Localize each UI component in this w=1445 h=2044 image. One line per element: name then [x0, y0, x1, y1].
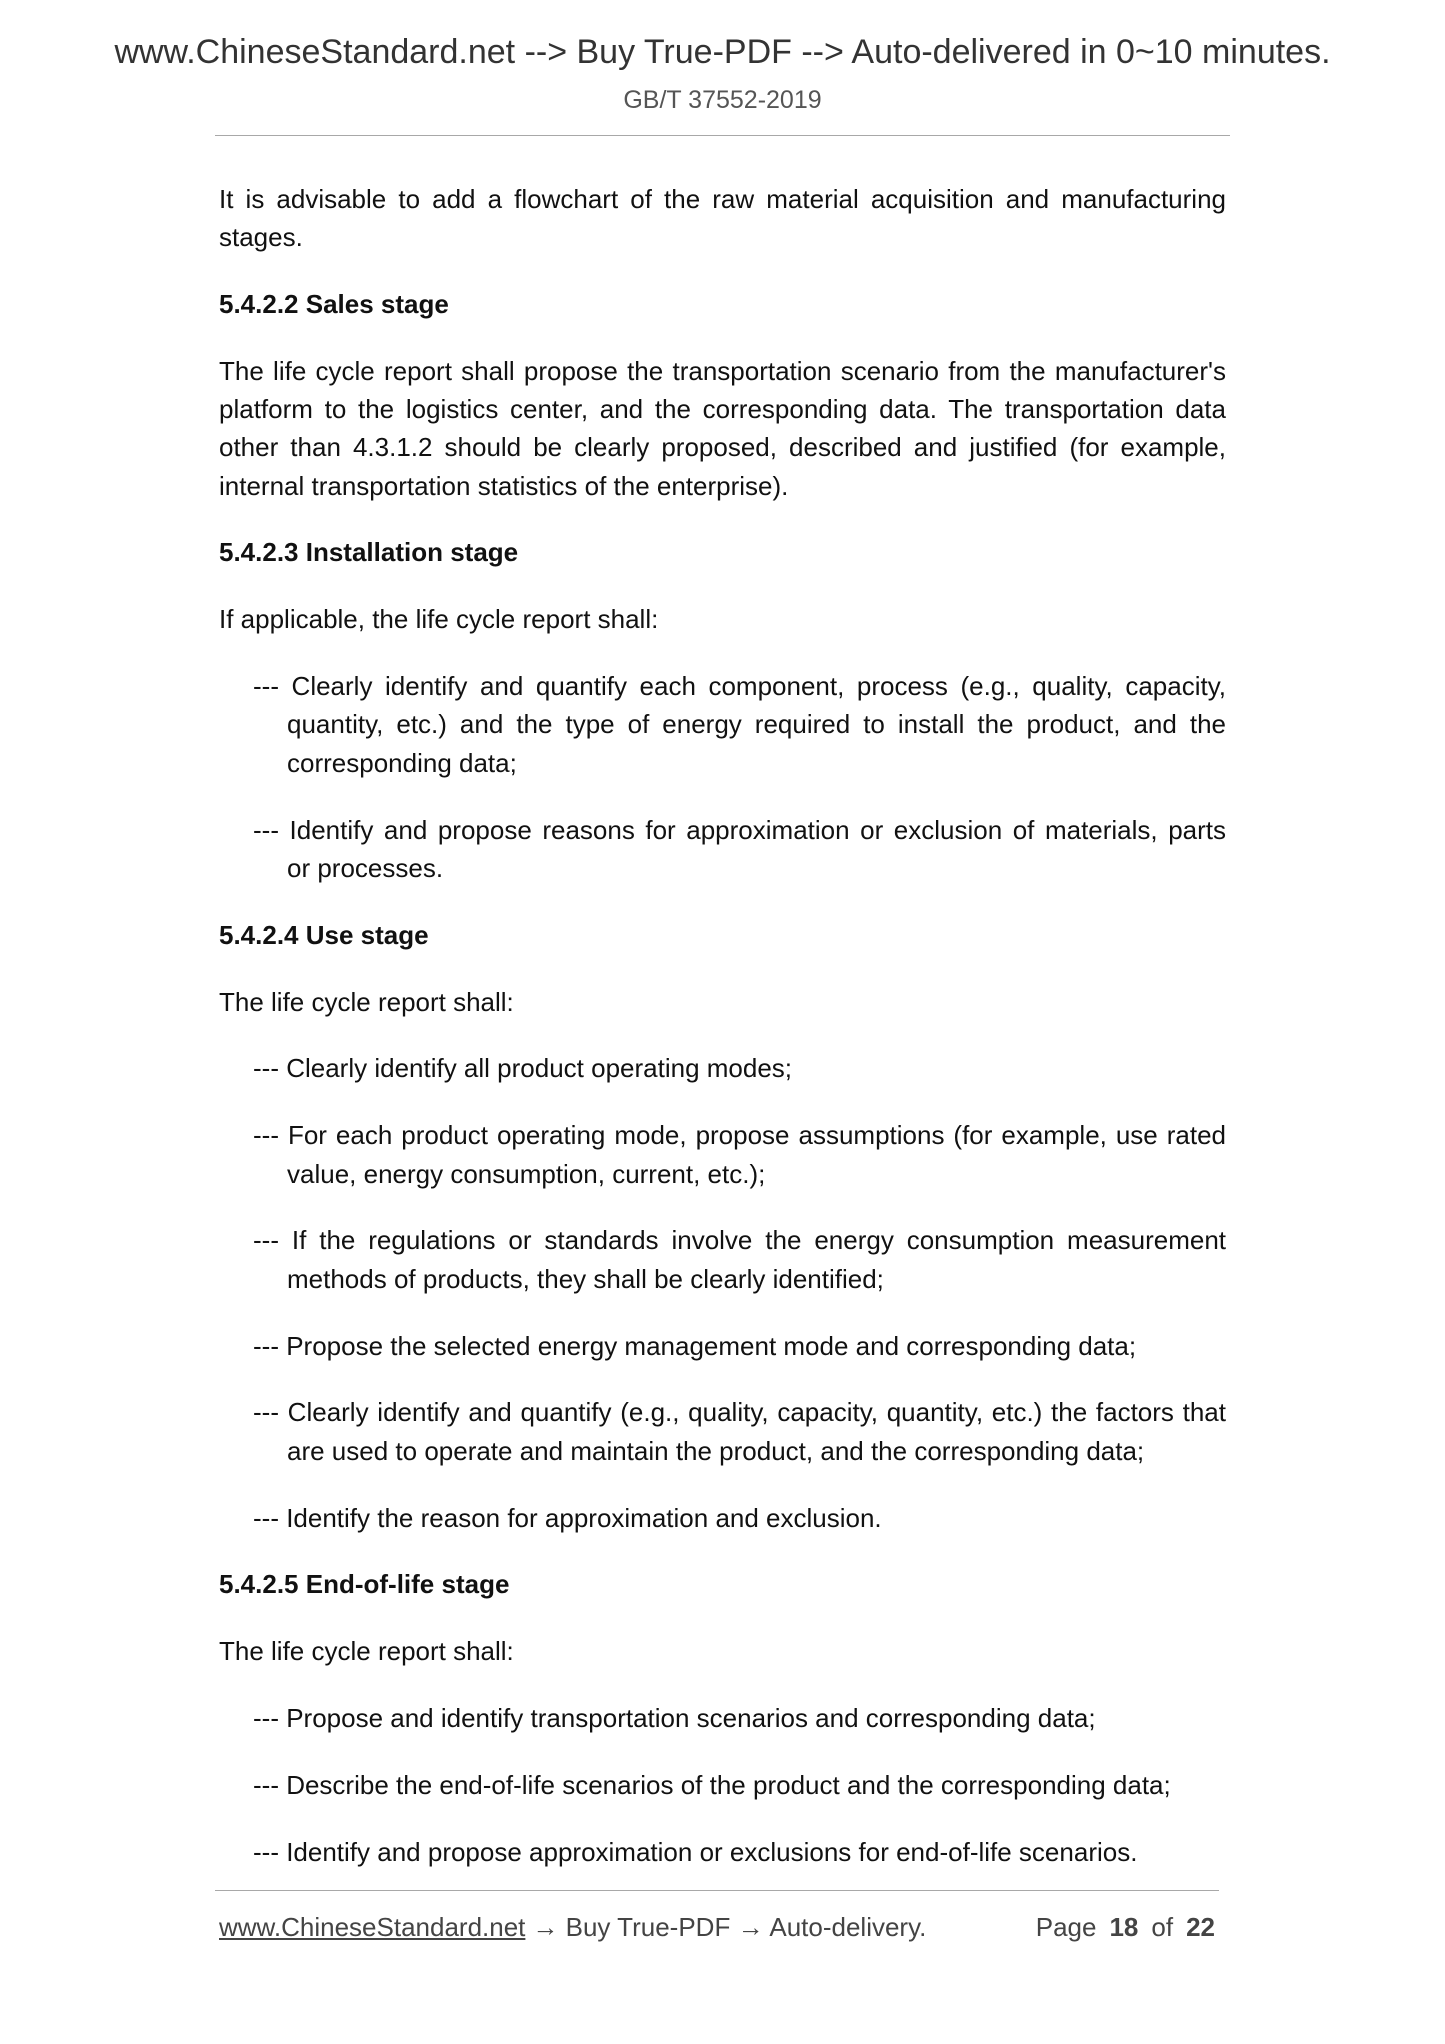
list-item-line: --- If the regulations or standards involve the energy consumption measurement [253, 1225, 1226, 1256]
document-body [219, 180, 1226, 1900]
site-link[interactable]: www.ChineseStandard.net [219, 1912, 526, 1942]
header-divider [215, 135, 1230, 136]
list-item [219, 1766, 1226, 1804]
list-item-line: --- Identify and propose approximation or exclusions for end-of-life scenarios. [253, 1836, 1138, 1867]
list-item [219, 1393, 1226, 1469]
header-banner: www.ChineseStandard.net --> Buy True-PDF --> Auto-delivered in 0~10 minutes. [114, 33, 1331, 71]
paragraph-line: stages. [219, 222, 303, 253]
list-item [219, 667, 1226, 782]
list-item-line: --- For each product operating mode, propose assumptions (for example, use rated [253, 1120, 1226, 1151]
paragraph-line: other than 4.3.1.2 should be clearly proposed, described and justified (for example, [219, 432, 1226, 463]
list-item-line: or processes. [287, 852, 444, 883]
sales-stage-paragraph [219, 352, 1226, 505]
page-label: Page [1035, 1912, 1097, 1942]
list-item-line: --- Clearly identify and quantify each component, process (e.g., quality, capacity, [253, 671, 1226, 702]
list-item-line: are used to operate and maintain the product, and the corresponding data; [287, 1435, 1145, 1466]
paragraph-line: It is advisable to add a flowchart of the raw material acquisition and manufacturing [219, 184, 1226, 214]
list-item-line: --- Clearly identify and quantify (e.g., quality, capacity, quantity, etc.) the factors that [253, 1397, 1226, 1428]
paragraph-line: platform to the logistics center, and the corresponding data. The transportation data [219, 394, 1226, 425]
page-total: 22 [1186, 1912, 1215, 1942]
list-item-line: corresponding data; [287, 747, 517, 778]
footer-tagline: → Buy True-PDF → Auto-delivery. [532, 1912, 927, 1942]
list-item-line: --- Propose the selected energy management mode and corresponding data; [253, 1330, 1137, 1361]
list-item [219, 811, 1226, 887]
footer-promo [219, 1910, 926, 1944]
page-indicator [1036, 1910, 1215, 1944]
intro-paragraph [219, 180, 1226, 256]
page-number: 18 [1109, 1912, 1139, 1942]
list-item-line: quantity, etc.) and the type of energy required to install the product, and the [287, 709, 1226, 740]
standard-code: GB/T 37552-2019 [623, 86, 822, 114]
list-item [219, 1833, 1226, 1871]
list-item-line: methods of products, they shall be clearly identified; [287, 1263, 884, 1294]
section-heading-sales-stage: 5.4.2.2 Sales stage [219, 289, 449, 320]
paragraph-line: internal transportation statistics of the enterprise). [219, 470, 789, 501]
page-of-label: of [1151, 1912, 1174, 1942]
list-item-line: value, energy consumption, current, etc.); [287, 1158, 766, 1189]
list-item-line: --- Clearly identify all product operating modes; [253, 1053, 793, 1084]
paragraph-line: The life cycle report shall propose the transportation scenario from the manufacturer's [219, 355, 1226, 386]
section-heading-end-of-life-stage: 5.4.2.5 End-of-life stage [219, 1569, 510, 1600]
list-item [219, 1499, 1226, 1537]
list-item [219, 1221, 1226, 1297]
section-heading-installation-stage: 5.4.2.3 Installation stage [219, 537, 519, 568]
section-lead-text: The life cycle report shall: [219, 986, 514, 1017]
list-item [219, 1116, 1226, 1192]
section-heading-use-stage: 5.4.2.4 Use stage [219, 919, 429, 950]
list-item-line: --- Propose and identify transportation scenarios and corresponding data; [253, 1703, 1096, 1734]
list-item-line: --- Identify and propose reasons for approximation or exclusion of materials, parts [253, 814, 1226, 845]
section-lead-text: If applicable, the life cycle report shall: [219, 604, 659, 635]
section-lead-text: The life cycle report shall: [219, 1636, 514, 1667]
list-item [219, 1049, 1226, 1087]
footer-divider [215, 1890, 1219, 1891]
list-item [219, 1327, 1226, 1365]
list-item-line: --- Identify the reason for approximation and exclusion. [253, 1502, 882, 1533]
list-item-line: --- Describe the end-of-life scenarios of the product and the corresponding data; [253, 1770, 1171, 1801]
list-item [219, 1699, 1226, 1737]
